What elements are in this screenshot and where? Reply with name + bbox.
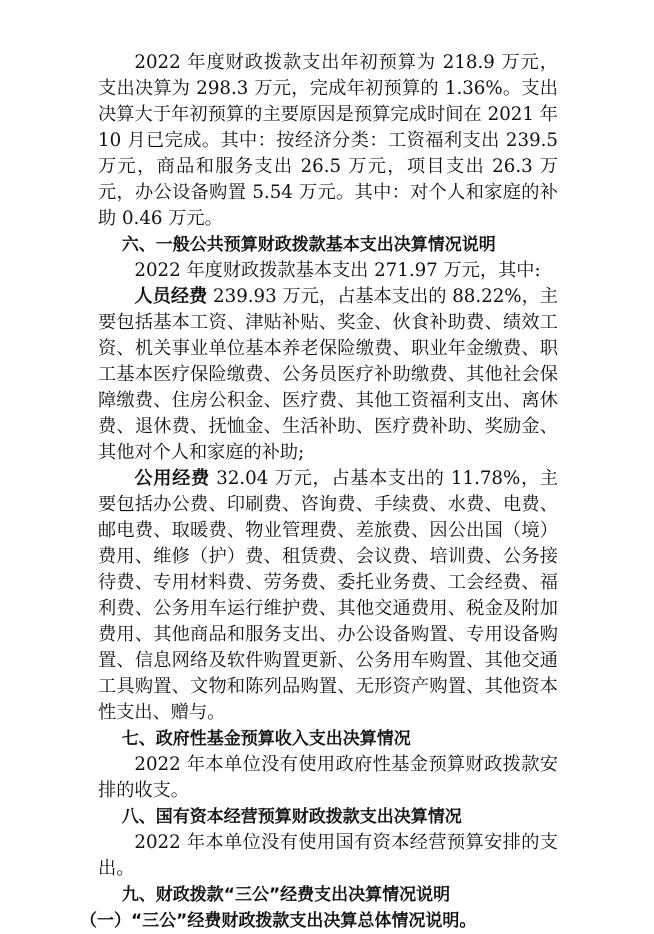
public-funds-text: 32.04 万元，占基本支出的 11.78%，主要包括办公费、印刷费、咨询费、手续费、水费、电费、邮电费、取暖费、物业管理费、差旅费、因公出国（境）费用、维修（护）费、租赁费、会议费、培训费、公务接待费、专用材料费、劳务费、委托业务费、工会经费、福利费、公务用车运行维护费、其他交通费用、税金及附加费用、其他商品和服务支出、办公设备购置、专用设备购置、信息网络及软件购置更新、公务用车购置、其他交通工具购置、文物和陈列品购置、无形资产购置、其他资本性支出、赠与。: [98, 468, 558, 723]
section-heading-9: 九、财政拨款“三公”经费支出决算情况说明: [121, 885, 451, 905]
paragraph-public-funds: [98, 466, 558, 726]
paragraph-personnel-funds: [98, 284, 558, 466]
public-funds-label: 公用经费: [134, 468, 210, 489]
personnel-funds-text: 239.93 万元，占基本支出的 88.22%，主要包括基本工资、津贴补贴、奖金、伙食补助费、绩效工资、机关事业单位基本养老保险缴费、职业年金缴费、职工基本医疗保险缴费、公务员医疗补助缴费、其他社会保障缴费、住房公积金、医疗费、其他工资福利支出、离休费、退休费、抚恤金、生活补助、医疗费补助、奖励金、其他对个人和家庭的补助;: [98, 286, 558, 463]
section-heading-8: 八、国有资本经营预算财政拨款支出决算情况: [121, 807, 462, 827]
section-heading-7: 七、政府性基金预算收入支出决算情况: [121, 729, 411, 749]
paragraph-government-fund: 2022 年本单位没有使用政府性基金预算财政拨款安排的收支。: [98, 754, 558, 801]
paragraph-basic-expenditure: 2022 年度财政拨款基本支出 271.97 万元，其中:: [134, 260, 541, 281]
subsection-heading-9-1: （一）“三公”经费财政拨款支出决算总体情况说明。: [80, 911, 477, 931]
personnel-funds-label: 人员经费: [134, 286, 208, 307]
paragraph-budget-summary: 2022 年度财政拨款支出年初预算为 218.9 万元，支出决算为 298.3 万元，完成年初预算的 1.36%。支出决算大于年初预算的主要原因是预算完成时间在 2021 年 10 月已完成。其中：按经济分类：工资福利支出 239.5 万元，商品和服务支出 26.5 万元，项目支出 26.3 万元，办公设备购置 5.54 万元。其中：对个人和家庭的补助 0.46 万元。: [98, 52, 558, 229]
section-heading-6: 六、一般公共预算财政拨款基本支出决算情况说明: [121, 235, 496, 255]
paragraph-state-capital: 2022 年本单位没有使用国有资本经营预算安排的支出。: [98, 832, 558, 879]
